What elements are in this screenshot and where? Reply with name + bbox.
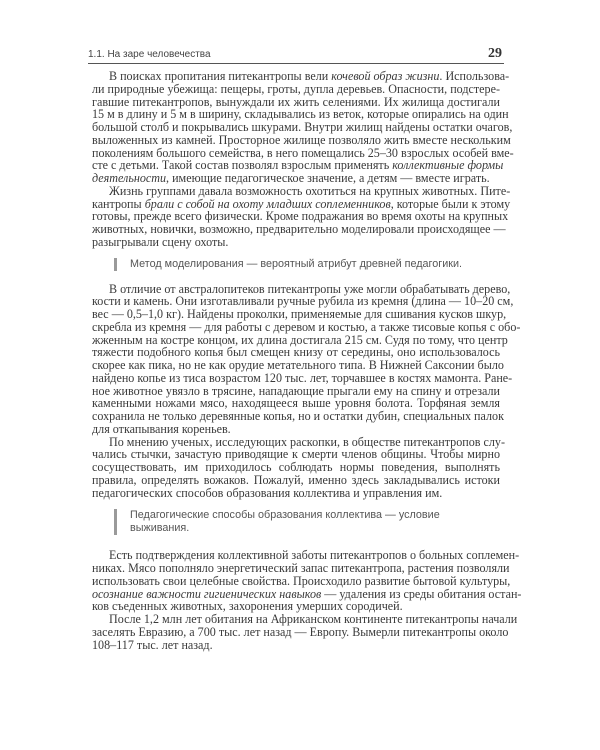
text-segment: готовы, прежде всего физически. Кроме подражания во время охоты на крупных [92,209,509,224]
callout-line: выживания. [130,522,190,535]
key-idea-callout [114,509,500,535]
chapter-title: 1.1. На заре человечества [88,49,211,60]
text-segment: гавшие питекантропов, вынуждали их жить селениями. Их жилища достигали [92,94,500,109]
paragraph [92,548,522,614]
text-segment: Есть подтверждения коллективной заботы питекантропов о больных соплемен- [109,548,520,563]
text-segment: В отличие от австралопитеков питекантропы уже могли обрабатывать дерево, [109,281,511,296]
running-header [88,47,504,64]
text-segment: для откапывания кореньев. [92,421,231,436]
text-line [92,487,500,500]
text-segment: По мнению ученых, исследующих раскопки, в обществе питекантропов слу- [109,434,505,449]
text-line [92,236,500,249]
text-segment: выложенных из камней. Просторное жилище позволяло жить вместе нескольким [92,132,511,147]
text-segment: сохранила не только деревянные копья, но и остатки дубин, специальных палок [92,409,504,423]
text-segment: — удаления из среды обитания остан- [321,586,522,601]
paragraph [92,434,505,500]
callout-bar [114,509,117,535]
text-segment: жженным на костре концом, их длина достигала 215 см. Судя по тому, что центр [92,332,508,347]
text-segment: правила, определять вожаков. Пожалуй, именно здесь закладывались истоки [92,472,500,487]
text-segment: ков съеденных животных, захоронения умерших сородичей. [92,599,403,614]
text-segment: 15 м в длину и 5 м в ширину, складывались из веток, которые опирались на один [92,107,509,122]
emphasis-text: кочевой образ жизни [331,69,440,83]
page-number: 29 [488,46,502,61]
text-segment: разыгрывали сцену охоты. [92,234,229,249]
text-segment: После 1,2 млн лет обитания на Африканском континенте питекантропы начали [109,612,518,626]
emphasis-text: брали с собой на охоту младших соплеменников [144,196,391,211]
text-segment: кости и камень. Они изготавливали ручные рубила из кремня (длина — 10–20 см, [92,294,514,309]
page-body [92,69,522,652]
emphasis-text: коллективные формы [392,158,504,173]
text-segment: найдено копье из тиса возрастом 120 тыс. лет, торчавшее в костях мамонта. Ране- [92,370,513,385]
text-segment: Жизнь группами давала возможность охотиться на крупных животных. Пите- [109,183,511,198]
emphasis-text: осознание важности гигиенических навыков [92,586,322,601]
text-segment: ное животное увязло в трясине, нападающие прыгали ему на спину и отрезали [92,383,500,398]
text-segment: вес — 0,5–1,0 кг). Найдены проколки, применяемые для сшивания кусков шкур, [92,307,507,321]
callout-line: Педагогические способы образования коллектива — условие [130,509,440,522]
text-segment: сосуществовать, им приходилось соблюдать нормы поведения, выполнять [92,460,500,474]
paragraph [92,281,521,436]
paragraph [92,69,514,185]
text-segment: каменными ножами мясо, находящееся выше уровня болота. Торфяная земля [92,396,500,411]
text-segment: никах. Мясо пополняло энергетический запас питекантропа, растения позволяли [92,561,510,575]
callout-line: Метод моделирования — вероятный атрибут древней педагогики. [130,257,462,270]
text-segment: сте с детьми. Такой состав позволял взрослым применять [92,158,393,173]
text-segment: ли природные убежища: пещеры, гроты, дупла деревьев. Опасности, подстере- [92,81,500,96]
paragraph [92,183,511,249]
text-segment: поколениям большого семейства, в него помещались 25–30 взрослых особей вме- [92,145,514,160]
text-segment: животных, новички, возможно, предварительно моделировали происходящее — [92,222,506,236]
text-segment: большой столб и покрывались шкурами. Внутри жилищ найдены остатки очагов, [92,120,513,134]
text-segment: 108–117 тыс. лет назад. [92,637,213,652]
text-segment: чались стычки, зачастую приводящие к смерти членов общины. Чтобы мирно [92,447,500,462]
text-segment: , имеющие педагогическое значение, а детям — вместе играть. [166,171,490,185]
callout-bar [114,258,117,271]
text-segment: , которые были к этому [390,196,511,211]
paragraph [92,612,518,652]
text-segment: . Использова- [439,69,510,83]
text-segment: заселять Евразию, а 700 тыс. лет назад — Европу. Вымерли питекантропы около [92,624,509,639]
text-segment: тяжести подобного копья был смещен книзу от середины, оно использовалось [92,345,500,360]
text-segment: педагогических способов образования коллектива и управления им. [92,485,443,500]
text-segment: скорее как пика, но не как орудие метательного типа. В Нижней Саксонии было [92,358,504,372]
text-segment: использовать свои целебные свойства. Происходило развитие бытовой культуры, [92,573,511,588]
text-segment: В поисках пропитания питекантропы вели [109,69,332,83]
text-line [92,639,500,652]
emphasis-text: деятельности [92,171,167,185]
text-segment: кантропы [92,196,145,211]
key-idea-callout [114,258,500,271]
text-segment: скребла из кремня — для работы с деревом и костью, а также тисовые копья с обо- [92,319,521,334]
